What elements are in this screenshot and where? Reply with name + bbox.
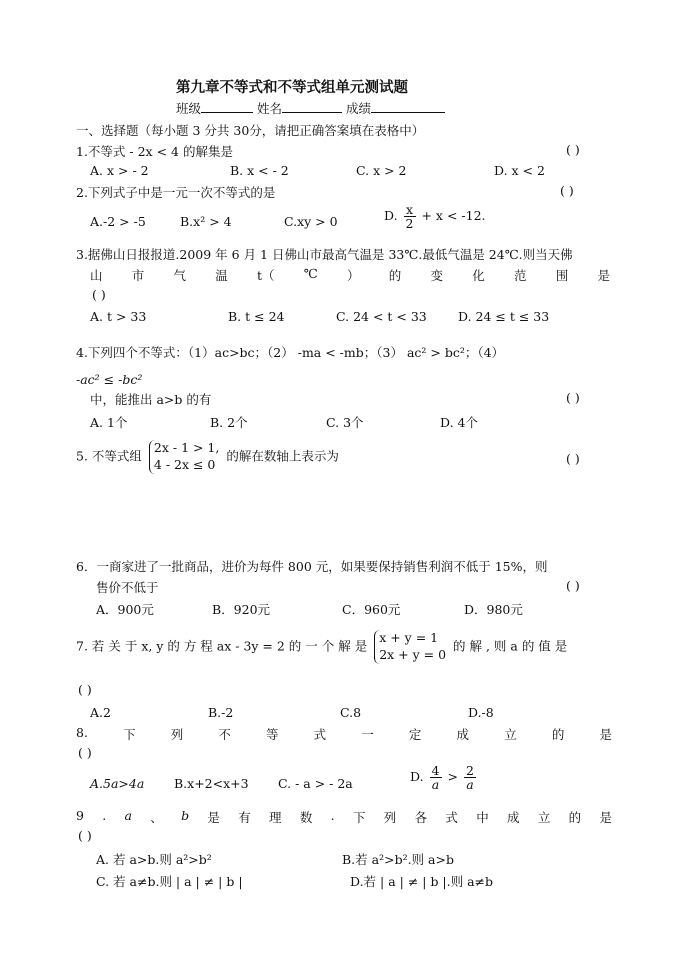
q9-char: .: [330, 808, 335, 823]
q6-option-d[interactable]: D．980元: [464, 602, 523, 617]
q6-line1: 6．一商家进了一批商品，进价为每件 800 元，如果要保持销售利润不低于 15%，则: [76, 559, 548, 574]
q7-stem: [76, 630, 567, 664]
q8-operator: >: [447, 769, 458, 785]
q7-option-c[interactable]: C.8: [340, 705, 362, 720]
q8-option-d[interactable]: [410, 764, 478, 791]
q8-char: 定: [408, 727, 422, 742]
q8-char: 一: [361, 727, 374, 742]
q1-option-a[interactable]: A. x > - 2: [90, 163, 149, 178]
q6-answer-paren[interactable]: ( ): [566, 578, 580, 593]
q2-option-a[interactable]: A.-2 > -5: [90, 214, 146, 229]
q3-char: 气: [173, 268, 187, 283]
q4-line2: -ac² ≤ -bc²: [76, 372, 143, 387]
q3-line1: 3.据佛山日报报道.2009 年 6 月 1 日佛山市最高气温是 33℃.最低气温是 24℃.则当天佛: [76, 247, 573, 262]
q2-option-b[interactable]: B.x² > 4: [180, 214, 232, 229]
fraction-numerator: 4: [431, 763, 440, 778]
q9-char: 的: [568, 810, 582, 825]
q9-line1: [76, 808, 612, 826]
q9-char: 、: [150, 810, 163, 825]
q8-char: 8.: [76, 725, 88, 740]
score-label: 成绩: [346, 101, 372, 116]
q3-option-d[interactable]: D. 24 ≤ t ≤ 33: [458, 309, 550, 324]
name-blank[interactable]: [282, 100, 342, 113]
q8-option-b[interactable]: B.x+2<x+3: [174, 776, 249, 791]
q8-fraction-left: [430, 764, 442, 791]
section-heading: 一、选择题（每小题 3 分共 30分，请把正确答案填在表格中）: [76, 123, 425, 138]
q9-char: .: [102, 808, 107, 823]
q8-char: 是: [599, 727, 612, 742]
fraction-numerator: 2: [465, 763, 474, 778]
q8-char: 列: [170, 727, 184, 742]
q9-option-d[interactable]: D.若 | a | ≠ | b |.则 a≠b: [350, 874, 494, 889]
q3-char: 温: [215, 268, 228, 283]
q9-char: a: [124, 808, 132, 823]
q2-fraction: [404, 203, 416, 230]
q6-line2: 售价不低于: [96, 580, 159, 595]
q8-char: 下: [123, 727, 136, 742]
q2-option-d-tail: + x < -12.: [421, 208, 486, 224]
q7-option-d[interactable]: D.-8: [468, 705, 494, 720]
q1-option-b[interactable]: B. x < - 2: [230, 163, 289, 178]
q9-char: 理: [269, 810, 282, 825]
name-label: 姓名: [257, 101, 283, 116]
class-blank[interactable]: [201, 100, 253, 113]
system-row: 2x - 1 > 1,: [153, 440, 220, 455]
q9-char: b: [181, 808, 190, 823]
q6-option-c[interactable]: C．960元: [342, 602, 401, 617]
q5-answer-paren[interactable]: ( ): [566, 451, 580, 466]
q3-option-b[interactable]: B. t ≤ 24: [228, 309, 285, 324]
fraction-denominator: 2: [405, 216, 414, 232]
q7-answer-paren[interactable]: ( ): [78, 682, 92, 697]
q8-char: 等: [265, 727, 279, 742]
q9-option-c[interactable]: C. 若 a≠b.则 | a | ≠ | b |: [96, 874, 243, 889]
q2-answer-paren[interactable]: ( ): [560, 183, 574, 198]
q3-char: 市: [131, 268, 145, 283]
q8-char: 成: [456, 727, 470, 742]
q8-char: 立: [504, 727, 517, 742]
q3-option-a[interactable]: A. t > 33: [90, 309, 147, 324]
q7-prefix: 7. 若 关 于 x, y 的 方 程 ax - 3y = 2 的 一 个 解 是: [76, 638, 368, 654]
q2-option-d[interactable]: [384, 203, 486, 230]
student-info-row: [176, 99, 445, 117]
q9-char: 是: [207, 810, 220, 825]
q1-option-d[interactable]: D. x < 2: [494, 163, 545, 178]
q8-fraction-right: [464, 764, 476, 791]
score-blank[interactable]: [371, 100, 445, 113]
q3-char: ℃: [303, 266, 318, 281]
q9-char: 中: [476, 810, 489, 825]
q7-suffix: 的 解 , 则 a 的 值 是: [453, 638, 568, 654]
q8-answer-paren[interactable]: ( ): [78, 745, 92, 760]
q9-char: 成: [507, 810, 520, 825]
q2-stem: 2.下列式子中是一元一次不等式的是: [76, 185, 276, 200]
q5-suffix: 的解在数轴上表示为: [226, 448, 339, 464]
q4-option-b[interactable]: B. 2个: [210, 415, 248, 430]
q7-equation-system: [374, 630, 446, 664]
q9-char: 9: [76, 808, 84, 823]
q3-char: 围: [555, 268, 569, 283]
q9-option-a[interactable]: A. 若 a>b.则 a²>b²: [96, 852, 212, 867]
q7-option-a[interactable]: A.2: [90, 705, 111, 720]
q9-char: 式: [445, 810, 458, 825]
class-label: 班级: [176, 101, 202, 116]
q4-line1: 4.下列四个不等式：（1）ac>bc；（2） -ma < -mb；（3） ac² > bc²；（4）: [76, 345, 505, 360]
q4-answer-paren[interactable]: ( ): [566, 390, 580, 405]
fraction-denominator: a: [431, 777, 440, 793]
q1-stem: 1.不等式 - 2x < 4 的解集是: [76, 144, 233, 159]
q9-char: 有: [238, 810, 251, 825]
q9-char: 是: [599, 810, 612, 825]
q2-option-c[interactable]: C.xy > 0: [284, 214, 338, 229]
q8-char: 的: [551, 727, 565, 742]
page-title: 第九章不等式和不等式组单元测试题: [176, 80, 408, 96]
q9-answer-paren[interactable]: ( ): [78, 828, 92, 843]
q1-answer-paren[interactable]: ( ): [566, 142, 580, 157]
q5-inequality-system: [149, 440, 219, 474]
q9-char: 下: [352, 810, 366, 825]
q3-char: t（: [257, 268, 275, 283]
q4-option-d[interactable]: D. 4个: [440, 415, 478, 430]
q9-char: 各: [414, 810, 428, 825]
q3-char: 范: [513, 268, 527, 283]
q8-char: 不: [218, 727, 231, 742]
q3-char: ）: [346, 268, 360, 283]
q9-char: 立: [537, 810, 551, 825]
q3-char: 的: [388, 268, 402, 283]
q3-line2: [90, 266, 610, 284]
q5-prefix: 5. 不等式组: [76, 448, 142, 464]
q1-option-c[interactable]: C. x > 2: [356, 163, 407, 178]
q8-line1: [76, 725, 612, 743]
q3-option-c[interactable]: C. 24 < t < 33: [336, 309, 427, 324]
q3-char: 山: [90, 268, 103, 283]
q7-option-b[interactable]: B.-2: [208, 705, 234, 720]
q3-char: 变: [430, 268, 443, 283]
q4-option-c[interactable]: C. 3个: [326, 415, 364, 430]
system-row: 2x + y = 0: [379, 646, 447, 662]
fraction-numerator: x: [404, 203, 416, 217]
fraction-denominator: a: [466, 777, 474, 793]
q8-option-d-label: D.: [410, 769, 424, 785]
q4-option-a[interactable]: A. 1个: [90, 415, 128, 430]
q6-option-a[interactable]: A．900元: [96, 602, 154, 617]
q3-char: 是: [597, 268, 610, 283]
system-row: x + y = 1: [379, 630, 439, 645]
q3-answer-paren[interactable]: ( ): [92, 287, 106, 302]
q3-char: 化: [472, 268, 485, 283]
q8-char: 式: [313, 727, 327, 742]
q9-option-b[interactable]: B.若 a²>b².则 a>b: [342, 852, 454, 867]
q8-option-c[interactable]: C. - a > - 2a: [278, 776, 353, 791]
q5-stem: [76, 440, 339, 474]
q4-line3: 中，能推出 a>b 的有: [90, 392, 212, 407]
q2-option-d-label: D.: [384, 208, 398, 224]
q8-option-a[interactable]: A.5a>4a: [90, 776, 145, 791]
system-row: 4 - 2x ≤ 0: [153, 456, 216, 472]
q9-char: 列: [383, 810, 397, 825]
q9-char: 数: [299, 810, 313, 825]
q6-option-b[interactable]: B．920元: [212, 602, 271, 617]
